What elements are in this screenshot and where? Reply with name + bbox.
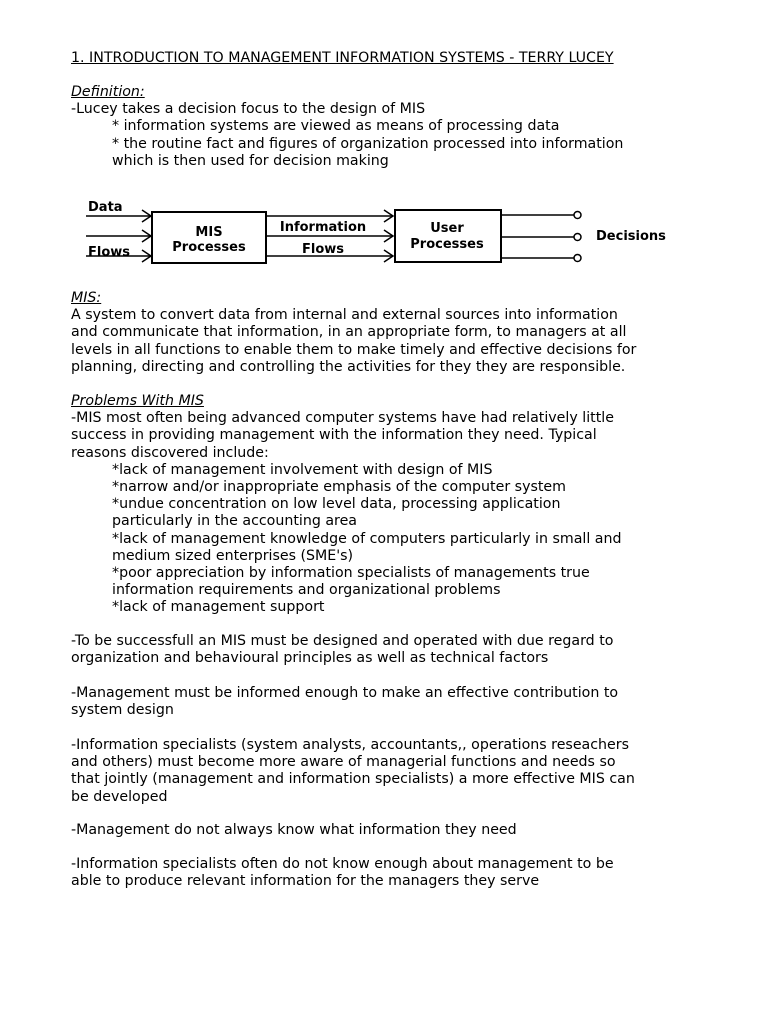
box1-label-line2: Processes: [172, 240, 246, 255]
paragraph: [71, 633, 711, 667]
paragraph-line: -To be successfull an MIS must be designed and operated with due regard to: [71, 633, 614, 649]
problems-intro-line: success in providing management with the information they need. Typical: [71, 427, 597, 444]
output-terminal: [574, 255, 581, 262]
problems-section: [71, 393, 711, 617]
definition-bullet: * information systems are viewed as means of processing data: [112, 118, 560, 135]
definition-section: [71, 84, 711, 170]
paragraph-line: system design: [71, 702, 174, 719]
problem-reason: information requirements and organizational problems: [112, 582, 501, 599]
problem-reason: *narrow and/or inappropriate emphasis of the computer system: [112, 479, 566, 496]
paragraph: [71, 685, 711, 719]
paragraph-line: and others) must become more aware of managerial functions and needs so: [71, 754, 616, 771]
info-flow-label-top: Information: [279, 220, 367, 235]
problem-reason: *lack of management support: [112, 599, 325, 616]
mis-line: A system to convert data from internal and external sources into information: [71, 307, 618, 324]
definition-bullet: * the routine fact and figures of organization processed into information: [112, 135, 624, 152]
problem-reason: *lack of management involvement with design of MIS: [112, 461, 493, 478]
mis-line: and communicate that information, in an appropriate form, to managers at all: [71, 324, 627, 341]
problem-reason: medium sized enterprises (SME's): [112, 547, 354, 564]
paragraph-line: be developed: [71, 788, 168, 805]
problem-reason: *poor appreciation by information specialists of managements true: [112, 565, 590, 582]
paragraph-line: that jointly (management and information specialists) a more effective MIS can: [71, 771, 635, 788]
page-title: 1. INTRODUCTION TO MANAGEMENT INFORMATION SYSTEMS - TERRY LUCEY: [71, 50, 614, 66]
paragraph-line: -Management must be informed enough to make an effective contribution to: [71, 685, 619, 701]
box2-label-line2: Processes: [410, 237, 484, 252]
problem-reason: particularly in the accounting area: [112, 513, 357, 530]
output-terminal: [574, 212, 581, 219]
paragraph: [71, 822, 711, 839]
definition-intro: -Lucey takes a decision focus to the design of MIS: [71, 101, 426, 118]
diagram-label-flows: Flows: [88, 245, 131, 260]
definition-bullet: which is then used for decision making: [112, 152, 389, 169]
title-block: [71, 50, 711, 67]
mis-heading: MIS:: [71, 290, 102, 306]
box1-label-line1: MIS: [195, 225, 223, 240]
diagram-label-data: Data: [88, 200, 123, 215]
mis-section: [71, 290, 711, 376]
paragraph-line: -Information specialists often do not know enough about management to be: [71, 856, 614, 872]
problems-intro-line: -MIS most often being advanced computer systems have had relatively little: [71, 410, 614, 427]
definition-heading: Definition:: [71, 84, 145, 100]
paragraph: [71, 737, 711, 806]
mis-line: planning, directing and controlling the activities for they they are responsible.: [71, 358, 626, 375]
problems-intro-line: reasons discovered include:: [71, 444, 269, 461]
box2-label-line1: User: [430, 221, 464, 236]
paragraph: [71, 856, 711, 890]
mis-line: levels in all functions to enable them to make timely and effective decisions for: [71, 341, 637, 358]
mis-flow-diagram: [86, 196, 686, 276]
problem-reason: *undue concentration on low level data, processing application: [112, 496, 561, 513]
problems-heading: Problems With MIS: [71, 393, 204, 409]
paragraph-line: -Management do not always know what information they need: [71, 822, 517, 838]
user-processes-box: [395, 210, 501, 262]
output-terminal: [574, 234, 581, 241]
info-flow-label-bottom: Flows: [301, 242, 345, 257]
paragraph-line: able to produce relevant information for the managers they serve: [71, 873, 540, 890]
problem-reason: *lack of management knowledge of computers particularly in small and: [112, 530, 622, 547]
diagram-label-decisions: Decisions: [596, 229, 666, 244]
paragraph-line: -Information specialists (system analysts, accountants,, operations reseachers: [71, 737, 629, 753]
paragraph-line: organization and behavioural principles as well as technical factors: [71, 650, 549, 667]
